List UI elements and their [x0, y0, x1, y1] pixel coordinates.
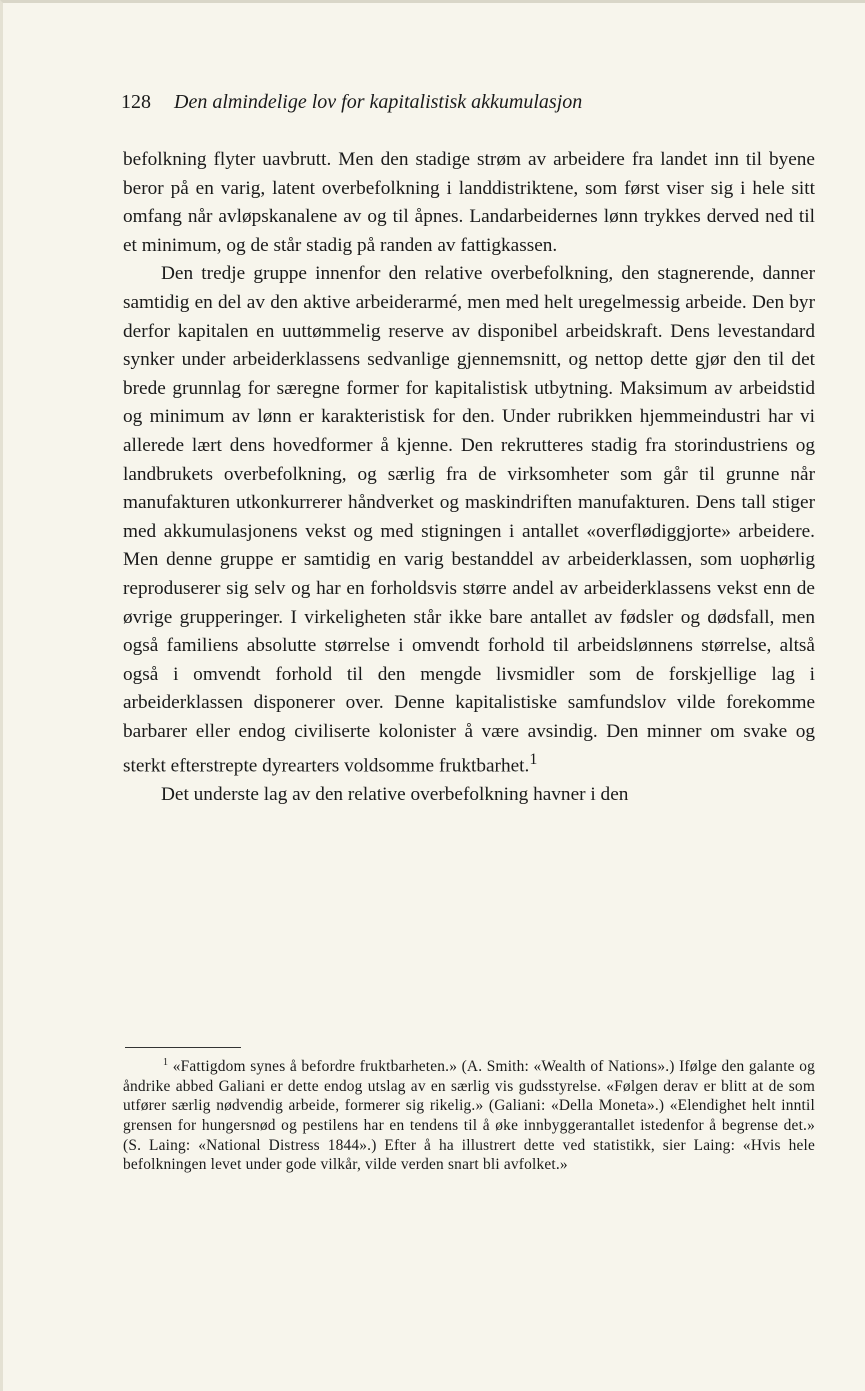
- main-text: [123, 146, 815, 810]
- footnote-text: «Fattigdom synes å befordre fruktbarheten.» (A. Smith: «Wealth of Nations».) Ifølge den galante og åndrike abbed Galiani er dette endog utslag av en særlig vis gudsstyrelse. «Følgen derav er blitt at de som utfører særlig nødvendig arbeide, formerer sig rikelig.» (Galiani: «Della Moneta».) «Elendighet helt inntil grensen for hungersnød og pestilens har en tendens til å øke innbyggerantallet istedenfor å begrense det.» (S. Laing: «National Distress 1844».) Efter å ha illustrert dette ved statistikk, sier Laing: «Hvis hele befolkningen levet under gode vilkår, vilde verden snart bli avfolket.»: [123, 1058, 815, 1174]
- paragraph-text: Den tredje gruppe innenfor den relative overbefolkning, den stagnerende, danner samtidig en del av den aktive arbeiderarmé, men med helt uregelmessig arbeide. Den byr derfor kapitalen en uuttømmelig reserve av disponibel arbeidskraft. Dens levestandard synker under arbeiderklassens sedvanlige gjennemsnitt, og nettop dette gjør den til det brede grunnlag for særegne former for kapitalistisk utbytning. Maksimum av arbeidstid og minimum av lønn er karakteristisk for den. Under rubrikken hjemmeindustri har vi allerede lært dens hovedformer å kjenne. Den rekrutteres stadig fra storindustriens og landbrukets overbefolkning, og særlig fra de virksomheter som går til grunne når manufakturen utkonkurrerer håndverket og maskindriften manufakturen. Dens tall stiger med akkumulasjonens vekst og med stigningen i antallet «overflødiggjorte» arbeidere. Men denne gruppe er samtidig en varig bestanddel av arbeiderklassen, som uophørlig reproduserer sig selv og har en forholdsvis større andel av arbeiderklassens vekst enn de øvrige grupperinger. I virkeligheten står ikke bare antallet av fødsler og dødsfall, men også familiens absolutte størrelse i omvendt forhold til arbeidslønnens størrelse, altså også i omvendt forhold til den mengde livsmidler som de forskjellige lag i arbeiderklassen disponerer over. Denne kapitalistiske samfundslov vilde forekomme barbarer eller endog civiliserte kolonister å være avsindig. Den minner om svake og sterkt efterstrepte dyrearters voldsomme fruktbarhet.: [123, 263, 815, 777]
- page-number: 128: [121, 91, 151, 113]
- running-title: Den almindelige lov for kapitalistisk akkumulasjon: [174, 91, 583, 113]
- paragraph-text: Det underste lag av den relative overbefolkning havner i den: [161, 784, 629, 806]
- footnotes: [123, 1053, 815, 1175]
- paragraph-lowest-layer: [123, 781, 815, 810]
- footnote-reference: 1: [529, 751, 538, 769]
- footnote-1: [123, 1053, 815, 1175]
- paragraph-text: befolkning flyter uavbrutt. Men den stadige strøm av arbeidere fra landet inn til byene beror på en varig, latent overbefolkning i landdistriktene, som først viser sig i hele sitt omfang når avløpskanalene av og til åpnes. Landarbeidernes lønn trykkes derved ned til et minimum, og de står stadig på randen av fattigkassen.: [123, 149, 815, 256]
- footnote-divider: [125, 1047, 241, 1048]
- paragraph-stagnant-group: [123, 260, 815, 781]
- running-header: [121, 91, 815, 114]
- paragraph-continued: [123, 146, 815, 260]
- footnote-mark: 1: [163, 1057, 169, 1068]
